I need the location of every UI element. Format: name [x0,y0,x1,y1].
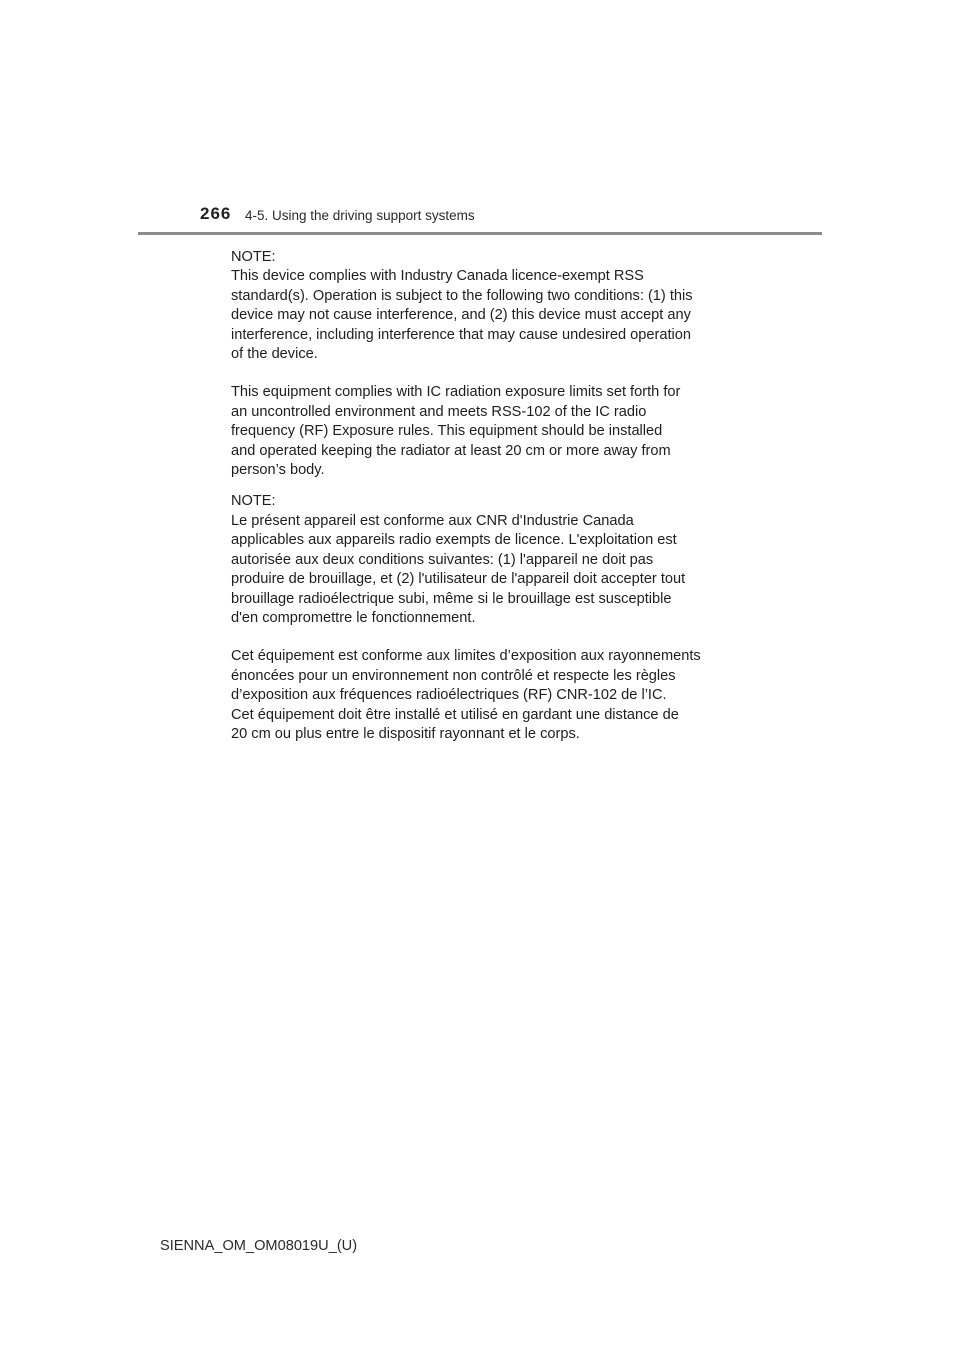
text-line: interference, including interference that may cause undesired operation [231,326,691,343]
text-line: person’s body. [231,462,325,479]
text-line: device may not cause interference, and (2) this device must accept any [231,307,691,324]
text-line: applicables aux appareils radio exempts de licence. L'exploitation est [231,532,677,549]
text-line: 20 cm ou plus entre le dispositif rayonnant et le corps. [231,725,580,742]
text-line: and operated keeping the radiator at least 20 cm or more away from [231,442,671,459]
text-line: autorisée aux deux conditions suivantes: (1) l'appareil ne doit pas [231,551,654,568]
paragraph-rf-exposure-en [231,383,751,480]
text-line: frequency (RF) Exposure rules. This equipment should be installed [231,423,663,440]
text-line: énoncées pour un environnement non contrôlé et respecte les règles [231,667,676,684]
paragraph-note-fr [231,492,751,628]
page-number: 266 [200,204,232,223]
text-line: NOTE: [231,493,276,510]
text-line: of the device. [231,346,318,363]
text-line: Le présent appareil est conforme aux CNR d'Industrie Canada [231,512,634,529]
header-rule [138,232,822,235]
text-line: brouillage radioélectrique subi, même si le brouillage est susceptible [231,590,672,607]
text-line: standard(s). Operation is subject to the following two conditions: (1) this [231,287,693,304]
section-title: 4-5. Using the driving support systems [245,208,475,223]
text-line: Cet équipement doit être installé et utilisé en gardant une distance de [231,706,679,723]
paragraph-rf-exposure-fr [231,647,751,744]
body-text [231,248,751,744]
text-line: Cet équipement est conforme aux limites d’exposition aux rayonnements [231,648,701,665]
text-line: This device complies with Industry Canada licence-exempt RSS [231,268,644,285]
footer-document-code: SIENNA_OM_OM08019U_(U) [160,1238,358,1254]
text-line: This equipment complies with IC radiation exposure limits set forth for [231,384,681,401]
text-line: an uncontrolled environment and meets RSS-102 of the IC radio [231,403,647,420]
text-line: produire de brouillage, et (2) l'utilisateur de l'appareil doit accepter tout [231,571,686,588]
text-line: NOTE: [231,249,276,265]
text-line: d'en compromettre le fonctionnement. [231,609,476,626]
paragraph-fcc-note-en [231,248,751,364]
text-line: d’exposition aux fréquences radioélectriques (RF) CNR-102 de l’IC. [231,687,667,704]
